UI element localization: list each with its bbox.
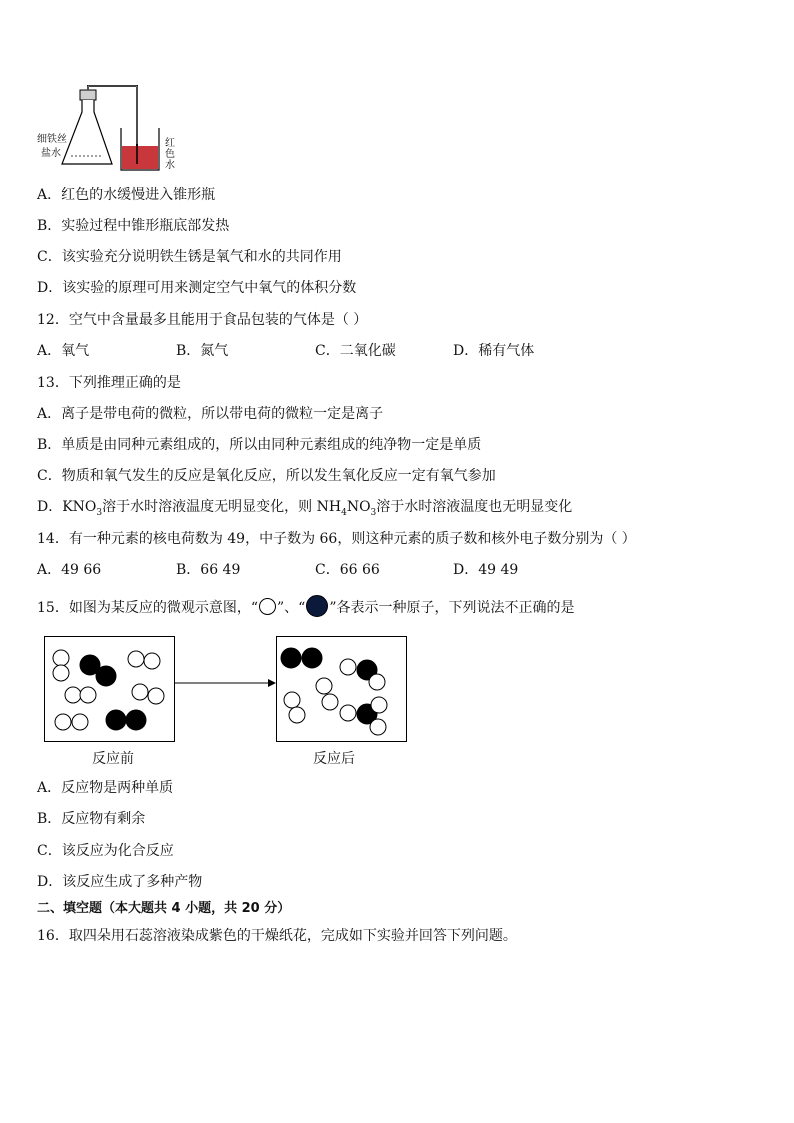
q14-option-a: A．49 66: [37, 562, 102, 578]
atom-white: [322, 694, 338, 710]
atom-white: [370, 719, 386, 735]
q13-d-mid2: NO: [346, 499, 371, 515]
q13-d-sub1: 3: [96, 507, 103, 518]
q13-option-d: [37, 498, 572, 522]
reaction-diagram-svg: [44, 636, 414, 744]
q15-stem-mid: ”、“: [276, 600, 306, 616]
atom-black: [281, 648, 301, 668]
q11-option-b: B．实验过程中锥形瓶底部发热: [37, 218, 230, 234]
q15-option-a: A．反应物是两种单质: [37, 780, 174, 796]
arrow-head: [268, 679, 276, 687]
atom-white: [340, 705, 356, 721]
q11-option-a: A．红色的水缓慢进入锥形瓶: [37, 187, 216, 203]
atom-white: [316, 678, 332, 694]
q14-option-c: C．66 66: [315, 562, 380, 578]
q13-d-mid: 溶于水时溶液温度无明显变化，则 NH: [102, 499, 342, 515]
q13-stem: 13．下列推理正确的是: [37, 375, 181, 391]
atom-white: [369, 674, 385, 690]
atom-white: [72, 714, 88, 730]
atom-white: [53, 650, 69, 666]
black-atom-icon: [306, 595, 328, 617]
q14-stem: 14．有一种元素的核电荷数为 49，中子数为 66，则这种元素的质子数和核外电子数分别为（ ）: [37, 531, 636, 547]
atom-black: [96, 666, 116, 686]
q13-option-c: C．物质和氧气发生的反应是氧化反应，所以发生氧化反应一定有氧气参加: [37, 468, 496, 484]
atom-white: [80, 687, 96, 703]
atom-black: [126, 710, 146, 730]
apparatus-label-salt-water: 盐水: [41, 148, 61, 159]
q15-option-d: D．该反应生成了多种产物: [37, 874, 203, 890]
atom-white: [148, 688, 164, 704]
caption-before: 反应前: [92, 751, 134, 767]
q14-option-b: B．66 49: [176, 562, 241, 578]
atom-white: [53, 665, 69, 681]
q15-option-c: C．该反应为化合反应: [37, 843, 174, 859]
q13-d-pre: D．KNO: [37, 499, 97, 515]
q13-d-sub3: 3: [370, 507, 377, 518]
apparatus-figure: [37, 84, 197, 176]
atom-white: [128, 651, 144, 667]
q11-option-c: C．该实验充分说明铁生锈是氧气和水的共同作用: [37, 249, 342, 265]
q16-stem: 16．取四朵用石蕊溶液染成紫色的干燥纸花，完成如下实验并回答下列问题。: [37, 928, 517, 944]
section-title: 二、填空题（本大题共 4 小题，共 20 分）: [37, 901, 291, 916]
q15-stem-pre: 15．如图为某反应的微观示意图，“: [37, 600, 258, 616]
q12-option-d: D．稀有气体: [453, 343, 535, 359]
apparatus-label-red-water: 红色水: [165, 138, 175, 171]
atom-white: [65, 687, 81, 703]
q15-stem: [37, 595, 574, 617]
q14-option-d: D．49 49: [453, 562, 519, 578]
atom-white: [340, 659, 356, 675]
q12-stem: 12．空气中含量最多且能用于食品包装的气体是（ ）: [37, 312, 368, 328]
atom-white: [55, 714, 71, 730]
reaction-diagram: [44, 636, 414, 744]
q13-option-a: A．离子是带电荷的微粒，所以带电荷的微粒一定是离子: [37, 406, 384, 422]
atom-black: [106, 710, 126, 730]
atom-white: [284, 692, 300, 708]
q13-d-sub2: 4: [341, 507, 347, 518]
atom-black: [302, 648, 322, 668]
white-atom-icon: [259, 598, 276, 615]
q12-option-b: B．氮气: [176, 343, 229, 359]
q13-option-b: B．单质是由同种元素组成的，所以由同种元素组成的纯净物一定是单质: [37, 437, 482, 453]
q15-option-b: B．反应物有剩余: [37, 811, 146, 827]
q12-option-a: A．氧气: [37, 343, 90, 359]
q12-option-c: C．二氧化碳: [315, 343, 396, 359]
atom-white: [371, 697, 387, 713]
q11-option-d: D．该实验的原理可用来测定空气中氧气的体积分数: [37, 280, 357, 296]
caption-after: 反应后: [313, 751, 355, 767]
q15-stem-post: ”各表示一种原子，下列说法不正确的是: [329, 600, 575, 616]
atom-white: [132, 684, 148, 700]
atom-white: [144, 653, 160, 669]
apparatus-label-wire: 细铁丝: [37, 134, 67, 145]
q13-d-post: 溶于水时溶液温度也无明显变化: [376, 499, 573, 515]
atom-white: [289, 707, 305, 723]
